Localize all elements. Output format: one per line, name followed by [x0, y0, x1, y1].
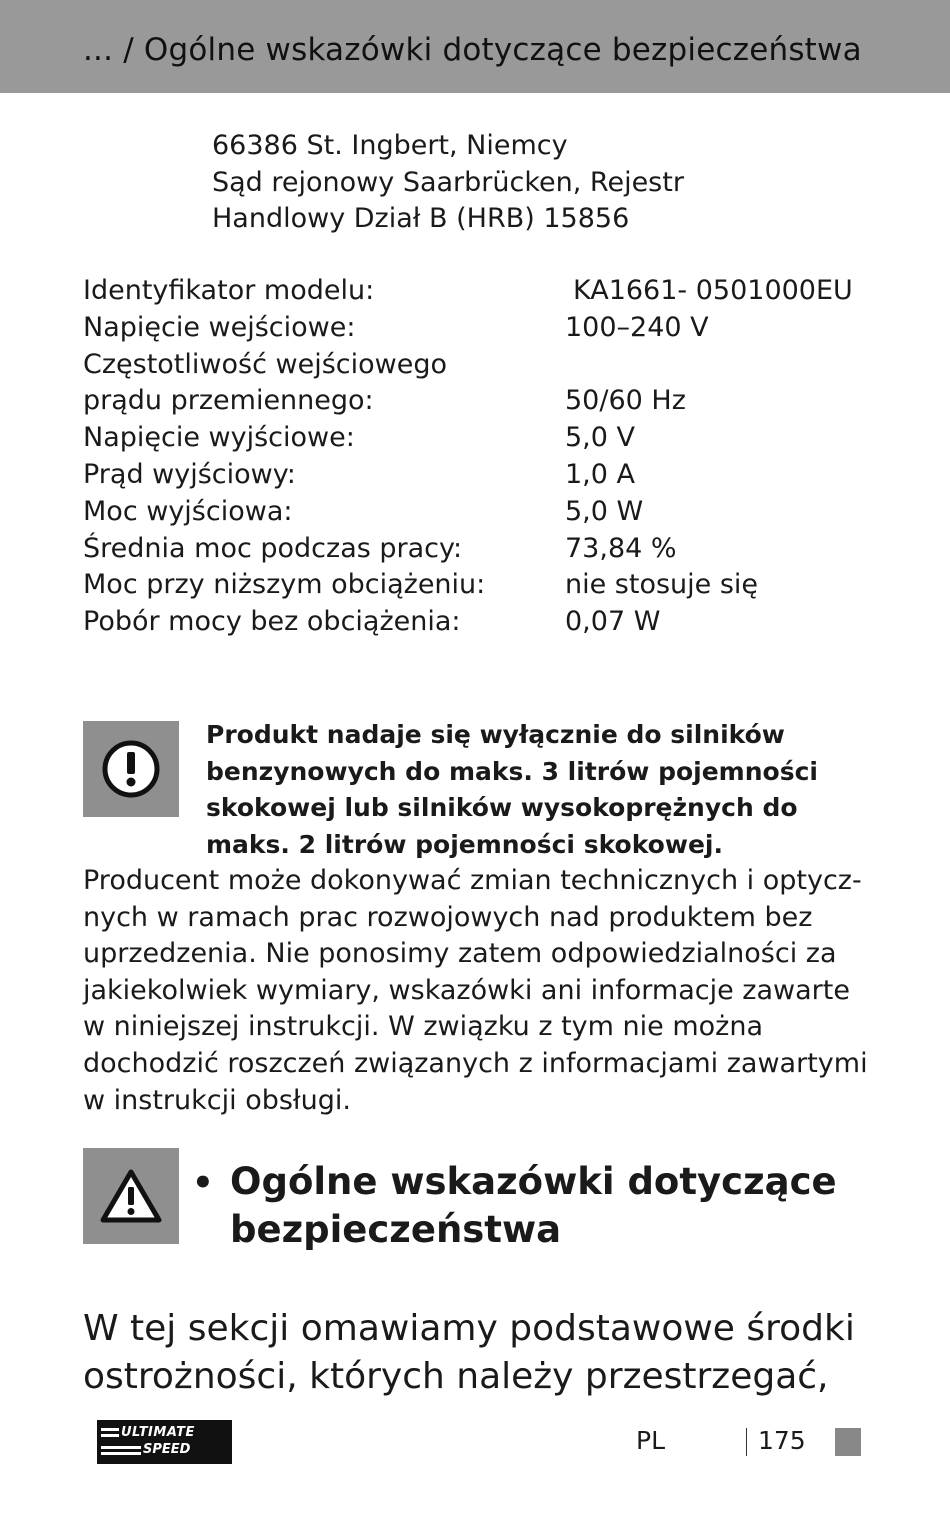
footer-language: PL	[636, 1426, 666, 1455]
body-line: w instrukcji obsługi.	[83, 1084, 351, 1116]
spec-label: Częstotliwość wejściowego	[83, 348, 447, 380]
notice-line: Produkt nadaje się wyłącznie do silników	[206, 720, 785, 749]
logo-text-top: ULTIMATE	[121, 1425, 195, 1440]
page-header	[0, 0, 950, 93]
address-block	[212, 128, 684, 238]
body-line: nych w ramach prac rozwojowych nad produktem bez	[83, 901, 813, 933]
spec-label: Średnia moc podczas pracy:	[83, 532, 463, 564]
spec-label: prądu przemiennego:	[83, 385, 374, 417]
spec-value: 50/60 Hz	[565, 385, 686, 417]
address-line: Handlowy Dział B (HRB) 15856	[212, 203, 630, 234]
section-heading-line: Ogólne wskazówki dotyczące	[230, 1160, 837, 1203]
notice-body-text	[83, 863, 868, 1119]
body-line: jakiekolwiek wymiary, wskazówki ani informacje zawarte	[83, 974, 850, 1006]
spec-label: Moc przy niższym obciążeniu:	[83, 569, 486, 601]
body-line: w niniejszej instrukcji. W związku z tym nie można	[83, 1011, 763, 1043]
address-line: 66386 St. Ingbert, Niemcy	[212, 130, 568, 161]
spec-value: nie stosuje się	[565, 569, 759, 601]
logo-text-bottom: SPEED	[143, 1442, 191, 1457]
exclamation-circle-icon	[83, 721, 179, 817]
section-heading	[230, 1158, 837, 1254]
intro-line: W tej sekcji omawiamy podstawowe środki	[83, 1308, 855, 1349]
spec-value: 0,07 W	[565, 606, 661, 638]
spec-value: 100–240 V	[565, 311, 709, 343]
intro-line: ostrożności, których należy przestrzegać,	[83, 1356, 829, 1397]
notice-line: skokowej lub silników wysokoprężnych do	[206, 793, 798, 822]
page-number: 175	[758, 1426, 806, 1455]
spec-value: 5,0 W	[565, 495, 644, 527]
spec-label: Napięcie wejściowe:	[83, 311, 356, 343]
header-title: ... / Ogólne wskazówki dotyczące bezpieczeństwa	[83, 32, 862, 68]
notice-line: benzynowych do maks. 3 litrów pojemności	[206, 756, 818, 786]
spec-value: 1,0 A	[565, 458, 635, 490]
footer-marker	[835, 1428, 861, 1456]
section-heading-line: bezpieczeństwa	[230, 1208, 562, 1251]
body-line: Producent może dokonywać zmian technicznych i optycz-	[83, 865, 862, 896]
notice-line: maks. 2 litrów pojemności skokowej.	[206, 829, 723, 859]
brand-logo	[97, 1420, 232, 1464]
footer-divider	[746, 1428, 747, 1456]
spec-value: 73,84 %	[565, 532, 677, 564]
address-line: Sąd rejonowy Saarbrücken, Rejestr	[212, 166, 684, 198]
spec-label: Prąd wyjściowy:	[83, 458, 296, 490]
notice-warning-text	[206, 717, 866, 863]
spec-label: Identyfikator modelu:	[83, 275, 375, 306]
spec-label: Moc wyjściowa:	[83, 495, 293, 527]
spec-label: Napięcie wyjściowe:	[83, 422, 355, 454]
spec-value: 5,0 V	[565, 422, 635, 454]
spec-value: KA1661- 0501000EU	[573, 275, 853, 306]
body-line: uprzedzenia. Nie ponosimy zatem odpowiedzialności za	[83, 938, 837, 970]
body-line: dochodzić roszczeń związanych z informacjami zawartymi	[83, 1047, 868, 1079]
warning-triangle-icon	[83, 1148, 179, 1244]
section-bullet: •	[192, 1163, 214, 1203]
intro-paragraph	[83, 1305, 855, 1401]
spec-label: Pobór mocy bez obciążenia:	[83, 606, 461, 638]
